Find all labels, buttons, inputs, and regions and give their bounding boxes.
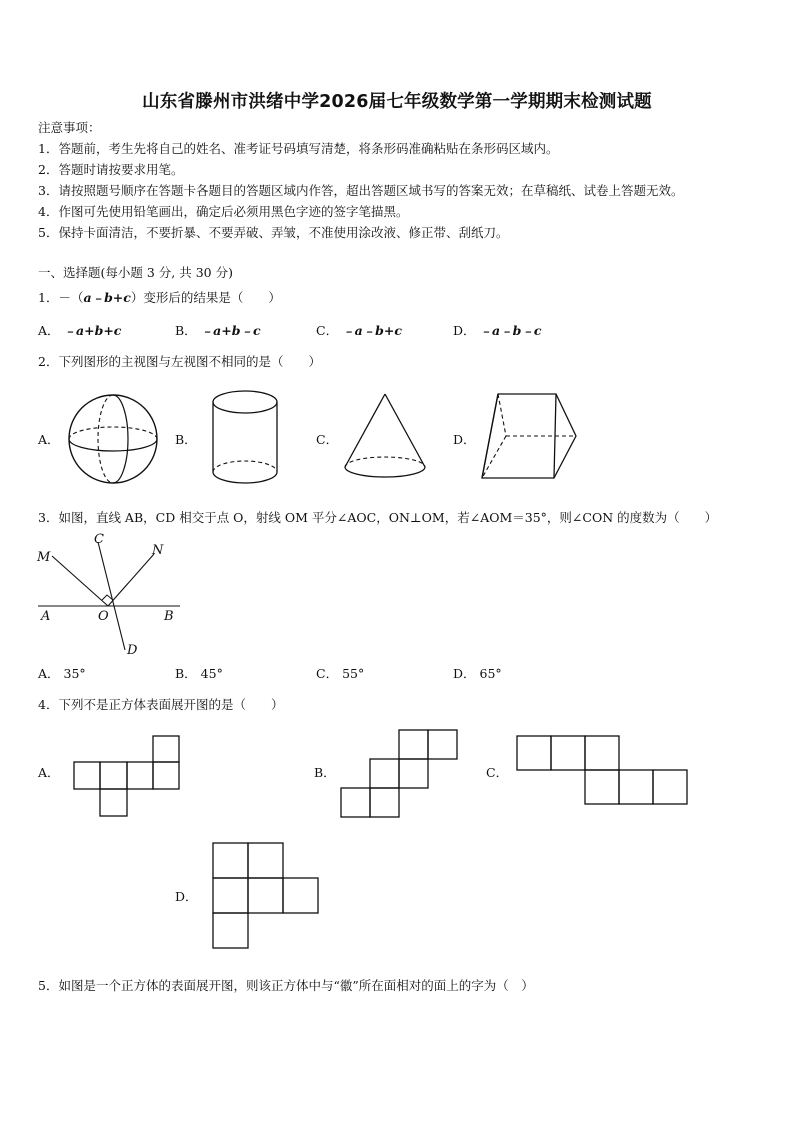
notice-item: 3．请按照题号顺序在答题卡各题目的答题区域内作答，超出答题区域书写的答案无效；在草稿纸、试卷上答题无效。 bbox=[38, 183, 684, 198]
q2-option-a-label[interactable]: A． bbox=[38, 432, 60, 447]
q1-option-b[interactable]: B． ﹣a+b﹣c bbox=[175, 323, 261, 338]
question-1-stem: 1．－（a﹣b+c）变形后的结果是（ ） bbox=[38, 290, 281, 305]
page-title: 山东省滕州市洪绪中学2026届七年级数学第一学期期末检测试题 bbox=[142, 92, 652, 112]
q3-option-a[interactable]: A． 35° bbox=[38, 666, 86, 681]
label-b: B bbox=[164, 609, 174, 624]
angle-figure bbox=[30, 528, 190, 660]
label-n: N bbox=[152, 543, 164, 558]
sphere-figure bbox=[66, 390, 162, 488]
q4-option-c-label[interactable]: C． bbox=[486, 765, 509, 780]
label-m: M bbox=[37, 550, 51, 565]
question-2-stem: 2．下列图形的主视图与左视图不相同的是（ ） bbox=[38, 354, 321, 369]
net-a-figure bbox=[73, 735, 181, 817]
notice-item: 1．答题前，考生先将自己的姓名、准考证号码填写清楚，将条形码准确粘贴在条形码区域内。 bbox=[38, 141, 559, 156]
net-d-figure bbox=[212, 842, 322, 950]
net-c-figure bbox=[516, 735, 688, 805]
q2-option-d-label[interactable]: D． bbox=[453, 432, 476, 447]
q2-option-b-label[interactable]: B． bbox=[175, 432, 197, 447]
label-c: C bbox=[94, 532, 104, 547]
q3-option-b[interactable]: B． 45° bbox=[175, 666, 223, 681]
q1-option-c[interactable]: C． ﹣a﹣b+c bbox=[316, 323, 402, 338]
prism-figure bbox=[478, 390, 582, 484]
question-3-stem: 3．如图，直线 AB，CD 相交于点 O，射线 OM 平分∠AOC，ON⊥OM，若∠AOM＝35°，则∠CON 的度数为（ ） bbox=[38, 510, 718, 525]
q2-option-c-label[interactable]: C． bbox=[316, 432, 339, 447]
cylinder-figure bbox=[209, 388, 281, 488]
label-o: O bbox=[98, 609, 109, 624]
question-5-stem: 5．如图是一个正方体的表面展开图，则该正方体中与“徽”所在面相对的面上的字为（ ） bbox=[38, 978, 534, 993]
q4-option-d-label[interactable]: D． bbox=[175, 889, 198, 904]
label-d: D bbox=[127, 643, 138, 658]
q3-option-d[interactable]: D． 65° bbox=[453, 666, 502, 681]
q1-option-d[interactable]: D． ﹣a﹣b﹣c bbox=[453, 323, 542, 338]
notice-heading: 注意事项： bbox=[38, 120, 101, 135]
question-4-stem: 4．下列不是正方体表面展开图的是（ ） bbox=[38, 697, 284, 712]
q4-option-b-label[interactable]: B． bbox=[314, 765, 336, 780]
q1-option-a[interactable]: A． ﹣a+b+c bbox=[38, 323, 122, 338]
label-a: A bbox=[41, 609, 51, 624]
cone-figure bbox=[340, 390, 430, 482]
notice-item: 5．保持卡面清洁，不要折暴、不要弄破、弄皱，不准使用涂改液、修正带、刮纸刀。 bbox=[38, 225, 509, 240]
section-heading: 一、选择题(每小题 3 分, 共 30 分) bbox=[38, 265, 233, 280]
q3-option-c[interactable]: C． 55° bbox=[316, 666, 365, 681]
net-b-figure bbox=[340, 729, 460, 819]
q4-option-a-label[interactable]: A． bbox=[38, 765, 60, 780]
notice-item: 2．答题时请按要求用笔。 bbox=[38, 162, 184, 177]
notice-item: 4．作图可先使用铅笔画出，确定后必须用黑色字迹的签字笔描黑。 bbox=[38, 204, 409, 219]
